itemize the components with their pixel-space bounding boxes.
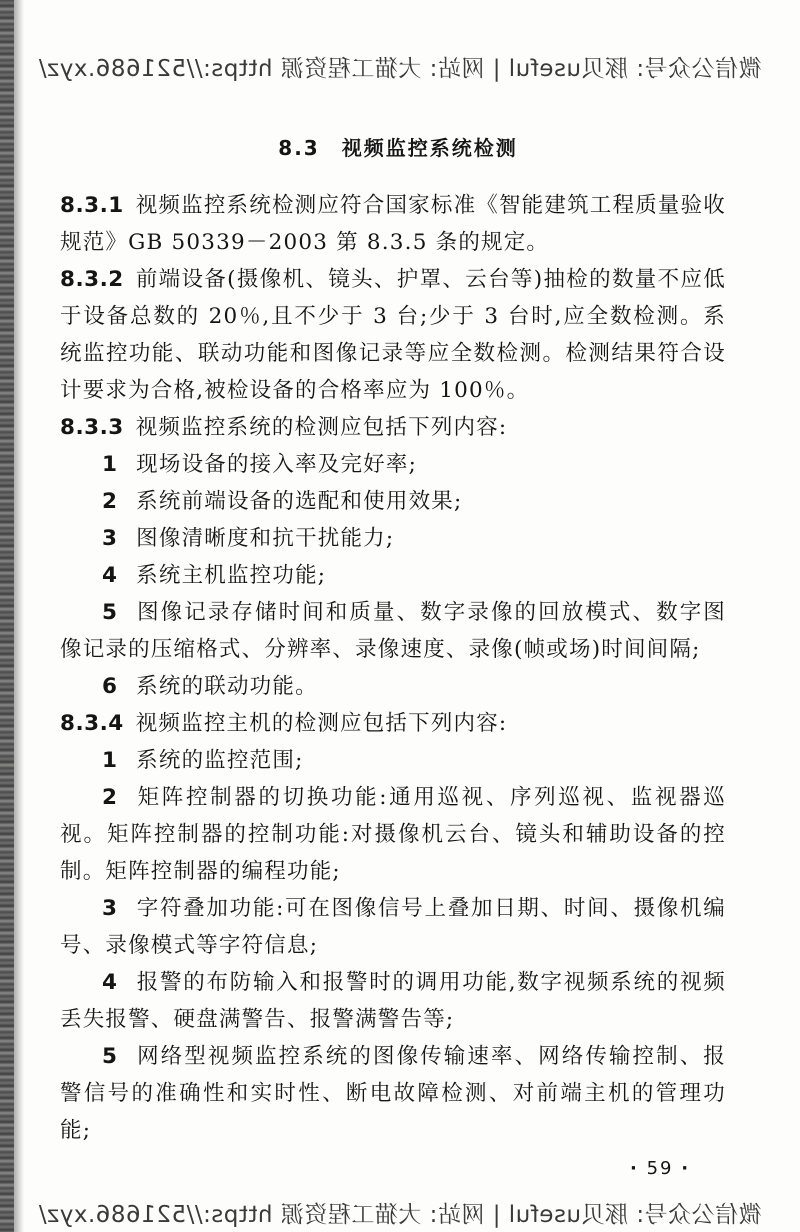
clause-text: 视频监控系统检测应符合国家标准《智能建筑工程质量验收规范》GB 50339－2003 第 8.3.5 条的规定。 [60,193,726,255]
item-text: 图像清晰度和抗干扰能力; [136,526,395,551]
clause-text: 前端设备(摄像机、镜头、护罩、云台等)抽检的数量不应低于设备总数的 20％,且不少于 3 台;少于 3 台时,应全数检测。系统监控功能、联动功能和图像记录等应全数检测。检测结果符合设计要求为合格,被检设备的合格率应为 100％。 [60,267,726,403]
item-text: 系统前端设备的选配和使用效果; [136,489,463,514]
document-content [60,120,726,1149]
item-number: 4 [102,563,119,588]
clause-8-3-2 [60,261,726,409]
item-text: 字符叠加功能:可在图像信号上叠加日期、时间、摄像机编号、录像模式等字符信息; [60,896,726,958]
clause-text: 视频监控系统的检测应包括下列内容: [135,415,508,440]
page-number [630,1158,690,1179]
item-text: 系统主机监控功能; [136,563,327,588]
item-text: 现场设备的接入率及完好率; [136,452,418,477]
item-text: 矩阵控制器的切换功能:通用巡视、序列巡视、监视器巡视。矩阵控制器的控制功能:对摄像机云台、镜头和辅助设备的控制。矩阵控制器的编程功能; [60,785,726,884]
item-number: 2 [102,785,119,810]
list-item [60,964,726,1038]
clause-8-3-1 [60,187,726,261]
list-item [60,779,726,890]
section-number: 8.3 [278,136,320,160]
clause-8-3-4 [60,705,726,742]
item-text: 图像记录存储时间和质量、数字录像的回放模式、数字图像记录的压缩格式、分辨率、录像速度、录像(帧或场)时间间隔; [60,600,726,662]
clause-number: 8.3.1 [60,193,124,218]
clause-number: 8.3.2 [60,267,124,292]
list-item [60,446,726,483]
page-number-value: 59 [646,1158,674,1179]
item-number: 1 [102,452,119,477]
item-number: 4 [102,970,119,995]
list-item [60,483,726,520]
clause-text: 视频监控主机的检测应包括下列内容: [135,711,508,736]
item-text: 网络型视频监控系统的图像传输速率、网络传输控制、报警信号的准确性和实时性、断电故障检测、对前端主机的管理功能; [60,1044,726,1143]
clause-8-3-3 [60,409,726,446]
watermark-top: 微信公众号: 豚贝useful | 网站: 大猫工程资源 https://521686.xyz/ [38,56,762,82]
scan-edge-gradient [14,0,24,1232]
section-heading [60,132,726,161]
item-text: 系统的联动功能。 [136,674,318,699]
list-item [60,668,726,705]
item-number: 5 [102,1044,119,1069]
list-item [60,742,726,779]
clause-number: 8.3.3 [60,415,124,440]
list-item [60,890,726,964]
list-item [60,557,726,594]
list-item [60,1038,726,1149]
item-number: 2 [102,489,119,514]
list-item [60,520,726,557]
section-title: 视频监控系统检测 [341,136,518,160]
item-number: 3 [102,526,119,551]
item-number: 6 [102,674,119,699]
page-number-dot-right: · [681,1158,691,1179]
item-text: 系统的监控范围; [136,748,304,773]
item-number: 5 [102,600,119,625]
scan-edge-shadow [0,0,14,1232]
watermark-bottom: 微信公众号: 豚贝useful | 网站: 大猫工程资源 https://521686.xyz/ [38,1202,762,1228]
list-item [60,594,726,668]
page-number-dot-left: · [630,1158,639,1179]
item-number: 3 [102,896,119,921]
item-text: 报警的布防输入和报警时的调用功能,数字视频系统的视频丢失报警、硬盘满警告、报警满警告等; [60,970,726,1032]
clause-number: 8.3.4 [60,711,124,736]
item-number: 1 [102,748,119,773]
